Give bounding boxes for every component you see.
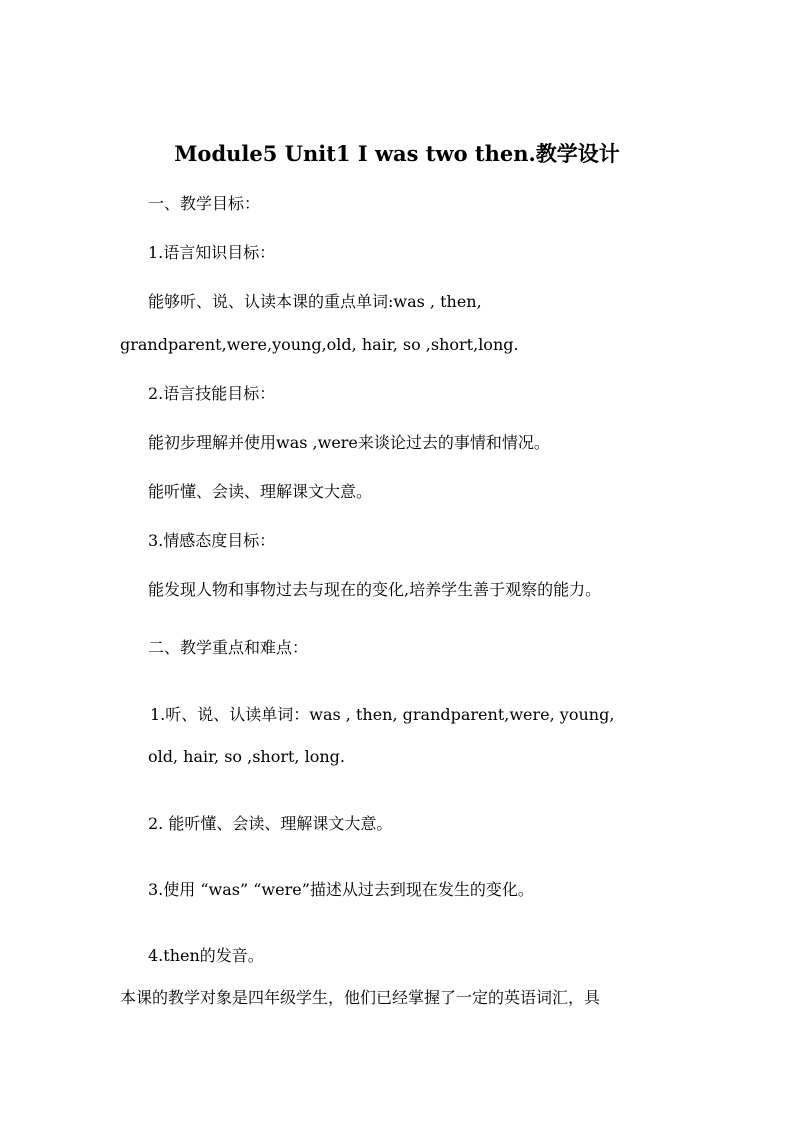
- paragraph-line: 能够听、说、认读本课的重点单词:was , then,: [148, 292, 482, 311]
- list-item-continuation: old, hair, so ,short, long.: [148, 747, 345, 766]
- paragraph-line: 能发现人物和事物过去与现在的变化,培养学生善于观察的能力。: [148, 580, 602, 599]
- paragraph-line: 能听懂、会读、理解课文大意。: [148, 482, 373, 501]
- subheading-language-skills: 2.语言技能目标：: [148, 384, 276, 403]
- section-heading-teaching-objectives: 一、教学目标：: [148, 194, 261, 213]
- paragraph-line: grandparent,were,young,old, hair, so ,short,long.: [120, 335, 519, 354]
- subheading-language-knowledge: 1.语言知识目标：: [148, 243, 276, 262]
- paragraph-line: 本课的教学对象是四年级学生，他们已经掌握了一定的英语词汇，具: [120, 988, 601, 1007]
- list-item: 4.then的发音。: [148, 946, 264, 965]
- list-item: 1.听、说、认读单词：was , then, grandparent,were, young,: [150, 705, 615, 724]
- list-item: 2. 能听懂、会读、理解课文大意。: [148, 814, 393, 833]
- list-item: 3.使用 “was” “were”描述从过去到现在发生的变化。: [148, 880, 534, 899]
- section-heading-key-points: 二、教学重点和难点：: [148, 638, 309, 657]
- subheading-emotional-attitude: 3.情感态度目标：: [148, 531, 276, 550]
- paragraph-line: 能初步理解并使用was ,were来谈论过去的事情和情况。: [148, 433, 550, 452]
- document-title: Module5 Unit1 I was two then.教学设计: [174, 141, 620, 166]
